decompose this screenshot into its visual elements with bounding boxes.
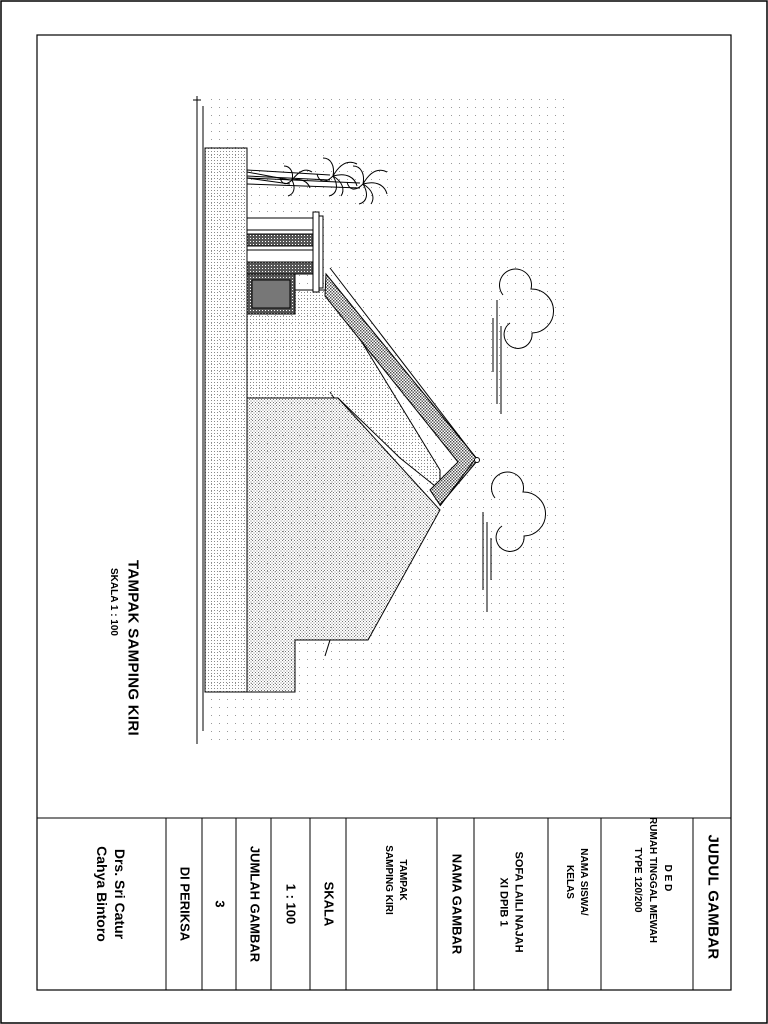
nama-gambar-heading: NAMA GAMBAR [449, 853, 465, 955]
di-periksa-heading: DI PERIKSA [177, 866, 193, 942]
judul-line-1: D E D [661, 864, 673, 892]
nama-gambar-line-2: SAMPING KIRI [382, 845, 394, 915]
drawing-scale-label: SKALA 1 : 100 [107, 568, 119, 636]
student-name: SOFA LAILI NAJAH [512, 851, 525, 953]
drawing-title: TAMPAK SAMPING KIRI [124, 560, 142, 736]
checker-name-line-2: Cahya Bintoro [94, 846, 111, 942]
skala-heading: SKALA [321, 881, 337, 927]
student-class: XI DPIB 1 [497, 877, 510, 927]
judul-line-2: RUMAH TINGGAL MEWAH [646, 817, 658, 943]
roof-ridge-finial [475, 458, 480, 463]
judul-line-3: TYPE 120/200 [631, 847, 643, 913]
house-lower-wall [205, 148, 247, 692]
ground-line [193, 96, 203, 744]
jumlah-gambar-heading: JUMLAH GAMBAR [247, 845, 263, 963]
nama-gambar-line-1: TAMPAK [396, 859, 408, 901]
checker-name-line-1: Drs. Sri Catur [112, 848, 129, 940]
skala-value: 1 : 100 [283, 883, 299, 925]
kelas-label: KELAS [563, 865, 575, 899]
jumlah-gambar-value: 3 [212, 900, 228, 908]
judul-gambar-heading: JUDUL GAMBAR [704, 834, 722, 960]
nama-siswa-label: NAMA SISWA/ [577, 848, 589, 916]
